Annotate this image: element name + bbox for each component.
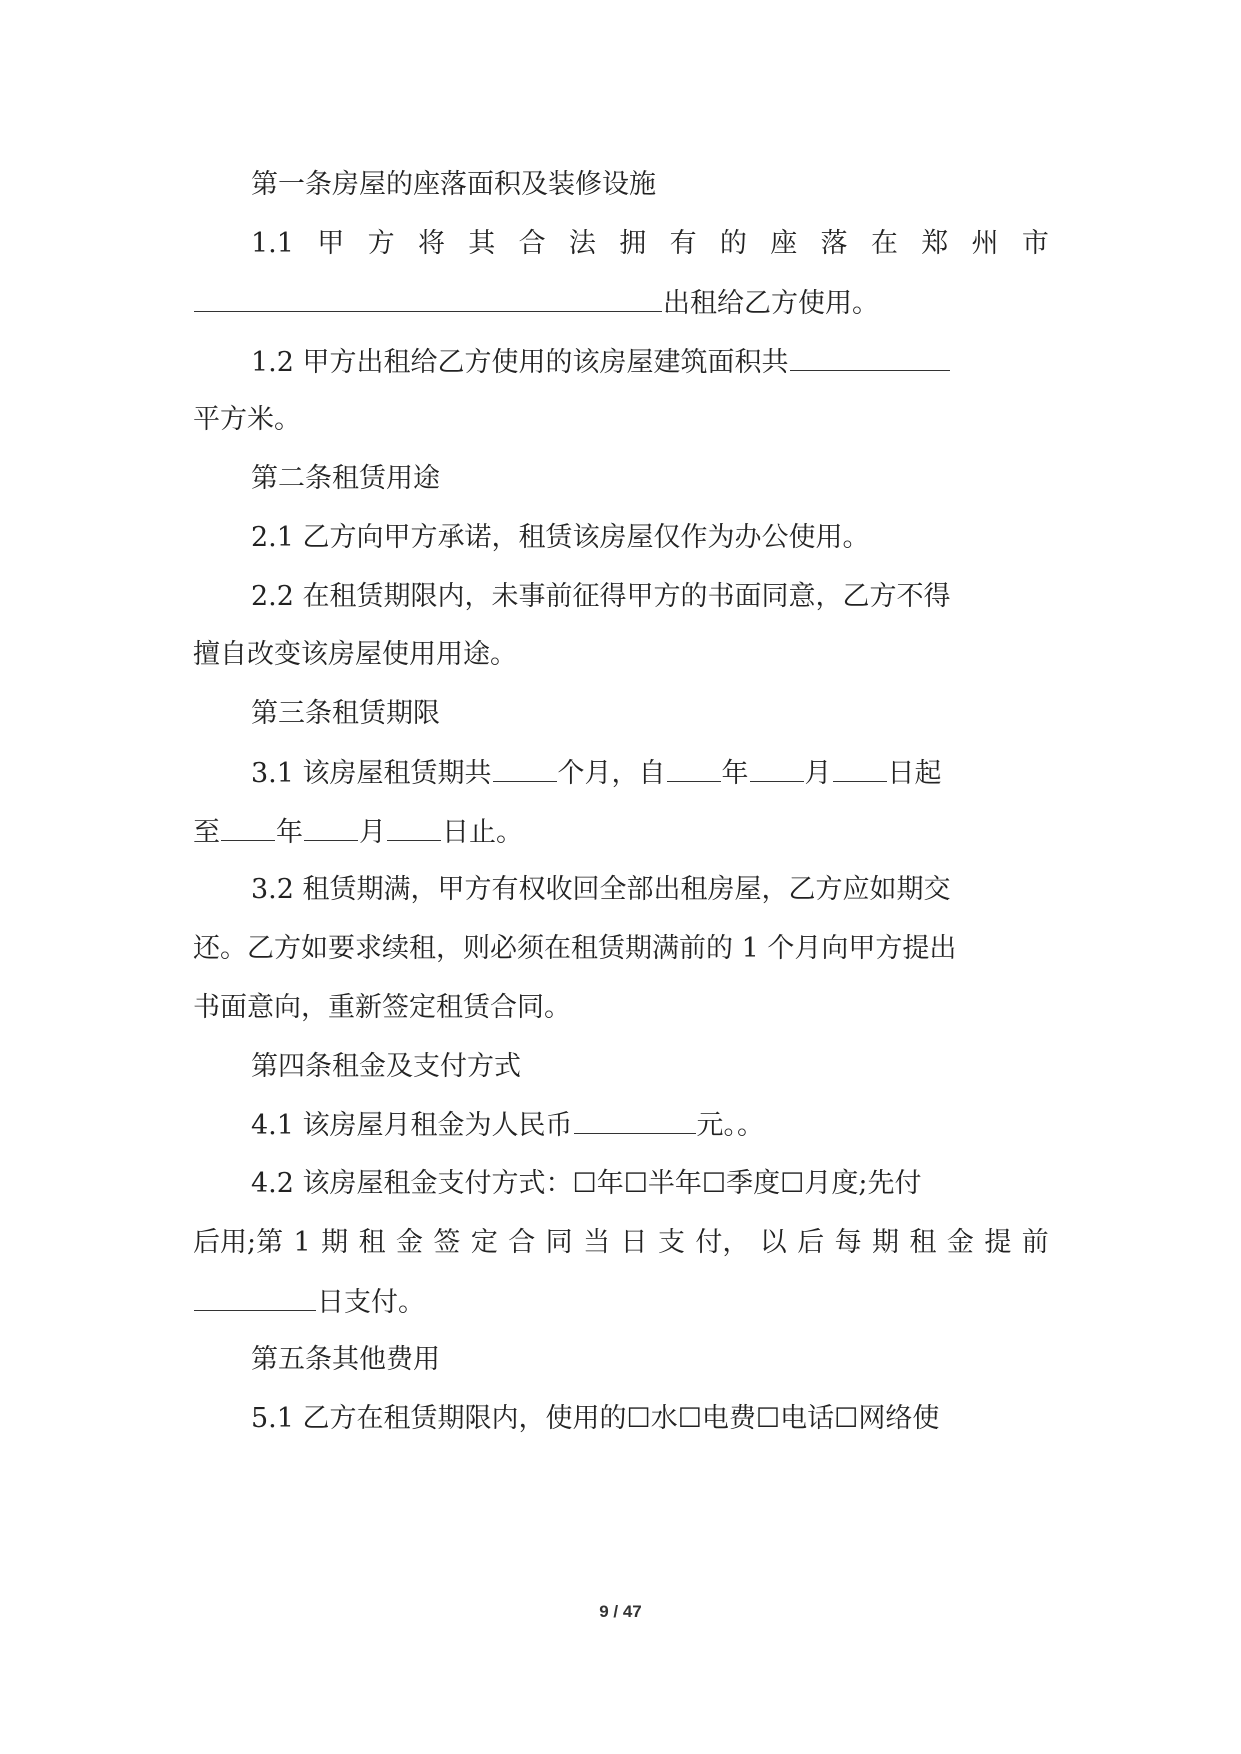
l2_chars-char: 在 [870,228,898,259]
l19_chars-char: 租 [358,1227,386,1258]
clause-4-2-line-3: 日支付。 [193,1280,1049,1324]
clause-5-1: 5.1 乙方在租赁期限内，使用的☐水☐电费☐电话☐网络使 [251,1403,940,1434]
l2_chars-char: 甲 [317,228,345,259]
clause-4-2-line-2 [193,1221,1049,1265]
l19_chars-char: 支 [657,1227,685,1258]
l19_chars-char: 每 [834,1227,862,1258]
l2_chars-char: 州 [971,228,999,259]
l19_chars-char: 期 [321,1227,349,1258]
section-heading-5: 第五条其他费用 [251,1344,440,1375]
clause-3-2-line-3: 书面意向，重新签定租赁合同。 [193,992,571,1023]
l19_chars-char: 期 [872,1227,900,1258]
l19_chars-char: 前 [1021,1227,1049,1258]
clause-2-1: 2.1 乙方向甲方承诺，租赁该房屋仅作为办公使用。 [251,522,870,553]
clause-4-2: 4.2 该房屋租金支付方式：☐年☐半年☐季度☐月度;先付 [251,1168,922,1199]
section-heading-1: 第一条房屋的座落面积及装修设施 [251,169,656,200]
l19_chars-char: 定 [470,1227,498,1258]
clause-1-2: 1.2 甲方出租给乙方使用的该房屋建筑面积共 [251,340,1049,384]
l2_chars-char: 落 [820,228,848,259]
clause-1-1-line [251,222,1049,266]
l19_chars-char: 金 [946,1227,974,1258]
l19_chars-char: 金 [395,1227,423,1258]
l19_chars-char: 当 [583,1227,611,1258]
l2_chars-char: 座 [770,228,798,259]
blank-area [790,340,950,371]
clause-2-2-continuation: 擅自改变该房屋使用用途。 [193,639,517,670]
l2_chars-char: 市 [1021,228,1049,259]
l19_chars-char: 1 [293,1227,311,1258]
clause-3-2: 3.2 租赁期满，甲方有权收回全部出租房屋，乙方应如期交 [251,874,951,905]
clause-4-1: 4.1 该房屋月租金为人民币 元。。 [251,1103,1049,1147]
l2_chars-char: 有 [669,228,697,259]
l2_chars-char: 方 [367,228,395,259]
section-heading-4: 第四条租金及支付方式 [251,1051,521,1082]
clause-3-2-line-2: 还。乙方如要求续租，则必须在租赁期满前的 1 个月向甲方提出 [193,933,957,964]
l2_chars-char: 郑 [921,228,949,259]
l19_chars-char: 后用;第 [193,1227,284,1258]
section-heading-2: 第二条租赁用途 [251,463,440,494]
l2_chars-char: 其 [468,228,496,259]
l2_chars-char: 法 [568,228,596,259]
section-heading-3: 第三条租赁期限 [251,698,440,729]
page-number: 9 / 47 [599,1602,642,1621]
l2_chars-char: 合 [518,228,546,259]
l19_chars-char: 提 [984,1227,1012,1258]
clause-3-1-continuation: 至 年 月 日止。 [193,810,1049,854]
blank-days [194,1280,316,1311]
l19_chars-char: 日 [620,1227,648,1258]
clause-1-1-continuation: 出租给乙方使用。 [193,281,1049,325]
l2_chars-char: 1.1 [251,228,294,259]
clause-3-1: 3.1 该房屋租赁期共 个月，自 年 月 日起 [251,751,1049,795]
l19_chars-char: 以 [759,1227,787,1258]
l2_chars-char: 拥 [619,228,647,259]
l19_chars-char: 租 [909,1227,937,1258]
clause-2-2: 2.2 在租赁期限内，未事前征得甲方的书面同意，乙方不得 [251,581,951,612]
l2_chars-char: 将 [417,228,445,259]
clause-1-2-continuation: 平方米。 [193,404,301,435]
l19_chars-char: 签 [433,1227,461,1258]
blank-address [194,281,662,312]
l19_chars-char: 后 [797,1227,825,1258]
l2_chars-char: 的 [719,228,747,259]
l19_chars-char: 付， [695,1227,750,1258]
blank-rent [574,1103,696,1134]
l19_chars-char: 同 [545,1227,573,1258]
l19_chars-char: 合 [508,1227,536,1258]
